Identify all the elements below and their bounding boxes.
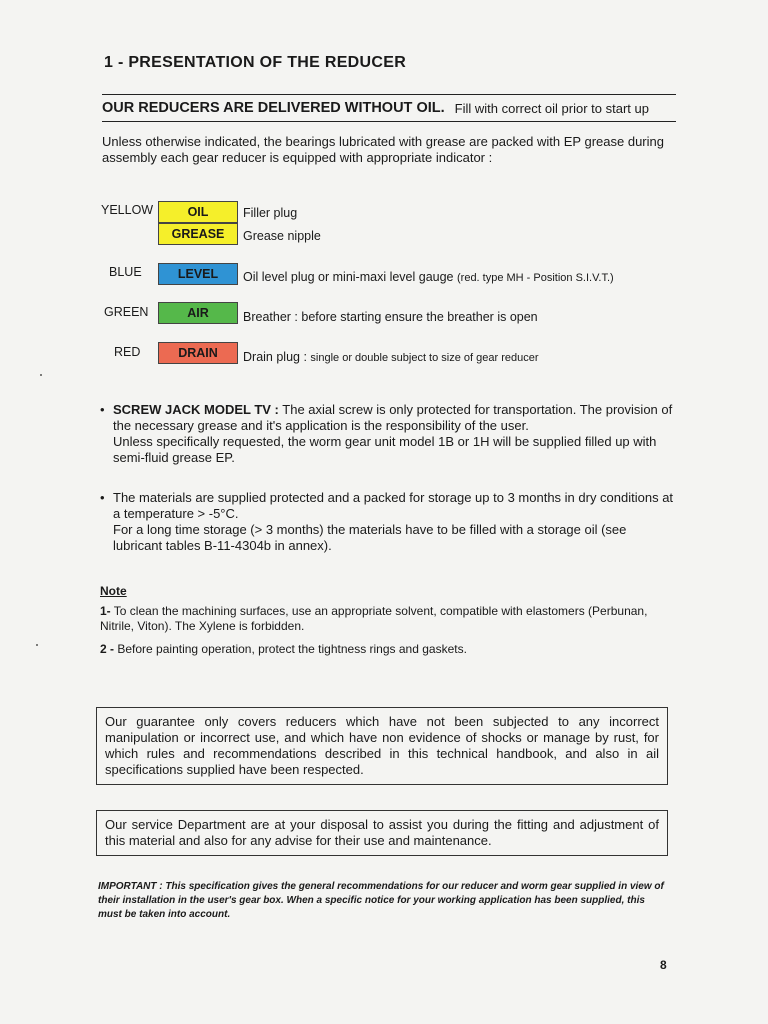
delivery-notice-bold: OUR REDUCERS ARE DELIVERED WITHOUT OIL. [102, 100, 445, 116]
level-description-main: Oil level plug or mini-maxi level gauge [243, 270, 454, 284]
note-item-2-number: 2 - [100, 642, 115, 656]
materials-bullet [100, 490, 678, 554]
grease-description: Grease nipple [243, 229, 321, 243]
note-item-1 [100, 604, 678, 634]
materials-text-2: For a long time storage (> 3 months) the materials have to be filled with a storage oil (see lubricant tables B-11-4304b in annex). [113, 522, 627, 553]
screw-jack-bullet [100, 402, 678, 466]
drain-description-note: single or double subject to size of gear reducer [310, 352, 539, 364]
screw-jack-text-2: Unless specifically requested, the worm gear unit model 1B or 1H will be supplied filled up with semi-fluid grease EP. [113, 434, 657, 465]
bullet-dot-icon: • [100, 490, 105, 505]
oil-description: Filler plug [243, 206, 298, 220]
drain-chip: DRAIN [158, 342, 238, 364]
scan-speck [36, 644, 38, 646]
note-item-2 [100, 642, 678, 657]
bullet-dot-icon: • [100, 402, 105, 417]
page-number: 8 [660, 958, 667, 972]
service-box: Our service Department are at your disposal to assist you during the fitting and adjustment of this material and also for any advise for their use and maintenance. [96, 810, 668, 856]
note-item-1-text: To clean the machining surfaces, use an appropriate solvent, compatible with elastomers (Perbunan, Nitrile, Viton). The Xylene is forbidden. [100, 604, 648, 633]
note-title: Note [100, 584, 127, 598]
level-description-note: (red. type MH - Position S.I.V.T.) [457, 272, 614, 284]
intro-paragraph: Unless otherwise indicated, the bearings lubricated with grease are packed with EP grease during assembly each gear reducer is equipped with appropriate indicator : [102, 134, 664, 165]
air-chip: AIR [158, 302, 238, 324]
red-label: RED [114, 345, 141, 359]
important-notice: IMPORTANT : This specification gives the general recommendations for our reducer and worm gear supplied in view of their installation in the user's gear box. When a specific notice for your working application has been supplied, this must be taken into account. [98, 881, 664, 920]
level-description [243, 270, 614, 284]
delivery-notice-text: Fill with correct oil prior to start up [454, 100, 649, 116]
note-item-1-number: 1- [100, 604, 111, 618]
screw-jack-text: The axial screw is only protected for transportation. The provision of the necessary grease and it's application is the responsibility of the user. [113, 402, 673, 433]
guarantee-box: Our guarantee only covers reducers which have not been subjected to any incorrect manipulation or incorrect use, and which have non evidence of shocks or manage by rust, for which rules and recommendations described in this technical handbook, and also in ail specifications supplied have been respected. [96, 707, 668, 785]
scan-speck [40, 374, 42, 376]
yellow-label: YELLOW [101, 203, 154, 217]
section-title: 1 - PRESENTATION OF THE REDUCER [104, 54, 407, 71]
grease-chip: GREASE [158, 223, 238, 245]
materials-text: The materials are supplied protected and a packed for storage up to 3 months in dry conditions at a temperature > -5°C. [113, 490, 674, 521]
oil-chip: OIL [158, 201, 238, 223]
screw-jack-lead: SCREW JACK MODEL TV : [113, 402, 279, 417]
note-item-2-text: Before painting operation, protect the tightness rings and gaskets. [117, 642, 467, 656]
green-label: GREEN [104, 305, 149, 319]
level-chip: LEVEL [158, 263, 238, 285]
drain-description-main: Drain plug : [243, 350, 307, 364]
drain-description [243, 350, 539, 364]
delivery-notice [102, 94, 676, 122]
blue-label: BLUE [109, 265, 142, 279]
air-description: Breather : before starting ensure the breather is open [243, 310, 538, 324]
